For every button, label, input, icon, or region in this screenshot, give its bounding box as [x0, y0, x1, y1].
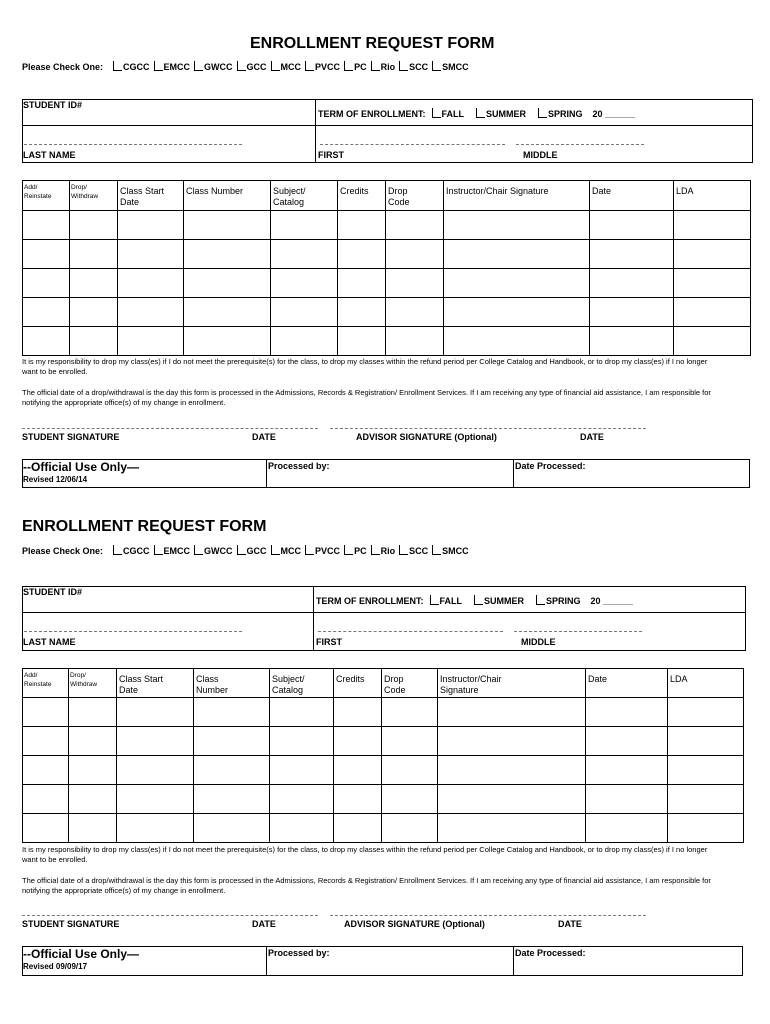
table-cell[interactable]: [674, 269, 751, 298]
table-cell[interactable]: [270, 785, 334, 814]
table-cell[interactable]: [23, 756, 69, 785]
advisor-signature-line: [330, 915, 646, 916]
form-title: ENROLLMENT REQUEST FORM: [250, 35, 495, 52]
student-signature-line: [22, 915, 318, 916]
table-cell[interactable]: [271, 327, 338, 356]
table-cell[interactable]: [271, 298, 338, 327]
term-checkbox-spring[interactable]: [538, 108, 547, 118]
table-cell[interactable]: [674, 211, 751, 240]
table-cell[interactable]: [69, 756, 117, 785]
table-cell[interactable]: [23, 814, 69, 843]
college-checkbox-emcc[interactable]: [154, 61, 163, 71]
column-header: LDA: [674, 181, 751, 211]
term-label-fall: FALL: [439, 596, 462, 606]
table-cell[interactable]: [270, 814, 334, 843]
first-name-label: FIRST: [318, 150, 344, 160]
college-checkbox-mcc[interactable]: [271, 61, 280, 71]
student-date-label: DATE: [252, 919, 276, 929]
college-checkbox-emcc[interactable]: [154, 545, 163, 555]
term-label: TERM OF ENROLLMENT:: [316, 596, 424, 606]
table-cell[interactable]: [444, 298, 590, 327]
table-cell[interactable]: [23, 727, 69, 756]
column-header: Add/ Reinstate: [23, 181, 70, 211]
table-cell[interactable]: [184, 327, 271, 356]
table-row: [23, 698, 744, 727]
college-checkbox-row: [22, 62, 469, 72]
table-cell[interactable]: [69, 785, 117, 814]
college-checkbox-gwcc[interactable]: [194, 545, 203, 555]
term-row: [316, 596, 633, 606]
college-checkbox-smcc[interactable]: [432, 545, 441, 555]
column-header: Subject/ Catalog: [271, 181, 338, 211]
table-cell[interactable]: [271, 240, 338, 269]
term-checkbox-summer[interactable]: [474, 595, 483, 605]
table-cell[interactable]: [444, 240, 590, 269]
term-label-spring: SPRING: [548, 109, 583, 119]
check-one-label: Please Check One:: [22, 62, 104, 72]
advisor-signature-label: ADVISOR SIGNATURE (Optional): [344, 919, 485, 929]
table-row: [23, 298, 751, 327]
table-cell[interactable]: [184, 269, 271, 298]
first-name-line: [318, 631, 503, 632]
table-cell[interactable]: [438, 727, 586, 756]
last-name-label: LAST NAME: [23, 150, 76, 160]
official-use-label: --Official Use Only—: [23, 947, 140, 961]
column-header: Drop/ Withdraw: [69, 669, 117, 698]
college-label-pvcc: PVCC: [315, 546, 341, 556]
table-cell[interactable]: [382, 698, 438, 727]
table-cell[interactable]: [586, 785, 668, 814]
table-cell[interactable]: [69, 727, 117, 756]
table-row: [23, 327, 751, 356]
table-header-row: [23, 181, 751, 211]
college-checkbox-row: [22, 546, 469, 556]
table-cell[interactable]: [586, 727, 668, 756]
middle-name-line: [514, 631, 642, 632]
year-field[interactable]: 20 ______: [592, 109, 636, 119]
responsibility-text: It is my responsibility to drop my class(es) if I do not meet the prerequisite(s) for the class, to drop my classes within the refund period per College Catalog and Handbook, or to drop my class(es) if I no longer want to be enrolled.: [22, 357, 708, 376]
table-cell[interactable]: [444, 327, 590, 356]
college-label-smcc: SMCC: [442, 546, 469, 556]
official-date-text: The official date of a drop/withdrawal is the day this form is processed in the Admissions, Records & Registration/ Enrollment Services. If I am receiving any type of financial aid assistance, I am responsible for notifying the appropriate office(s) of my change in enrollment.: [22, 876, 711, 895]
college-label-mcc: MCC: [280, 62, 302, 72]
table-cell[interactable]: [438, 785, 586, 814]
table-cell[interactable]: [118, 269, 184, 298]
college-label-gwcc: GWCC: [204, 62, 233, 72]
term-checkbox-summer[interactable]: [476, 108, 485, 118]
college-checkbox-rio[interactable]: [371, 61, 380, 71]
table-cell[interactable]: [194, 727, 270, 756]
college-label-gcc: GCC: [246, 62, 267, 72]
term-label-fall: FALL: [441, 109, 464, 119]
table-cell[interactable]: [23, 240, 70, 269]
student-id-field[interactable]: [92, 587, 292, 607]
student-id-label: STUDENT ID#: [23, 587, 83, 597]
college-label-rio: Rio: [380, 62, 396, 72]
college-label-scc: SCC: [409, 546, 429, 556]
table-cell[interactable]: [668, 727, 744, 756]
table-cell[interactable]: [334, 814, 382, 843]
table-cell[interactable]: [386, 298, 444, 327]
table-cell[interactable]: [118, 327, 184, 356]
table-cell[interactable]: [590, 211, 674, 240]
processed-by-label[interactable]: Processed by:: [268, 948, 330, 958]
table-cell[interactable]: [438, 756, 586, 785]
college-checkbox-pc[interactable]: [344, 545, 353, 555]
table-cell[interactable]: [23, 698, 69, 727]
college-label-pc: PC: [354, 546, 367, 556]
college-checkbox-pvcc[interactable]: [305, 545, 314, 555]
table-cell[interactable]: [386, 327, 444, 356]
column-header: Instructor/Chair Signature: [444, 181, 590, 211]
table-cell[interactable]: [590, 240, 674, 269]
column-header: Class Number: [184, 181, 271, 211]
advisor-date-label: DATE: [558, 919, 582, 929]
table-cell[interactable]: [270, 698, 334, 727]
column-header: LDA: [668, 669, 744, 698]
college-checkbox-cgcc[interactable]: [113, 61, 122, 71]
table-cell[interactable]: [23, 269, 70, 298]
middle-name-label: MIDDLE: [521, 637, 556, 647]
table-cell[interactable]: [70, 327, 118, 356]
college-label-gcc: GCC: [246, 546, 267, 556]
official-use-divider-1: [266, 946, 267, 976]
last-name-line: [24, 144, 242, 145]
college-checkbox-mcc[interactable]: [271, 545, 280, 555]
advisor-signature-label: ADVISOR SIGNATURE (Optional): [356, 432, 497, 442]
student-signature-line: [22, 428, 318, 429]
table-cell[interactable]: [444, 211, 590, 240]
college-checkbox-scc[interactable]: [399, 61, 408, 71]
table-cell[interactable]: [70, 211, 118, 240]
table-cell[interactable]: [270, 727, 334, 756]
column-header: Class Number: [194, 669, 270, 698]
table-row: [23, 211, 751, 240]
college-checkbox-cgcc[interactable]: [113, 545, 122, 555]
table-cell[interactable]: [386, 211, 444, 240]
college-checkbox-scc[interactable]: [399, 545, 408, 555]
column-header: Class Start Date: [117, 669, 194, 698]
college-checkbox-rio[interactable]: [371, 545, 380, 555]
table-cell[interactable]: [117, 785, 194, 814]
college-label-emcc: EMCC: [163, 62, 191, 72]
table-cell[interactable]: [69, 814, 117, 843]
college-label-emcc: EMCC: [163, 546, 191, 556]
form-title: ENROLLMENT REQUEST FORM: [22, 518, 267, 535]
table-cell[interactable]: [382, 756, 438, 785]
college-label-mcc: MCC: [280, 546, 302, 556]
college-label-cgcc: CGCC: [123, 546, 150, 556]
column-header: Date: [586, 669, 668, 698]
revised-date: Revised 12/06/14: [23, 475, 88, 484]
responsibility-text: It is my responsibility to drop my class(es) if I do not meet the prerequisite(s) for the class, to drop my classes within the refund period per College Catalog and Handbook, or to drop my class(es) if I no longer want to be enrolled.: [22, 845, 708, 864]
student-id-field[interactable]: [92, 100, 292, 120]
table-cell[interactable]: [194, 814, 270, 843]
table-cell[interactable]: [438, 698, 586, 727]
student-signature-label: STUDENT SIGNATURE: [22, 919, 120, 929]
table-cell[interactable]: [338, 269, 386, 298]
student-info-divider: [22, 612, 746, 613]
processed-by-label[interactable]: Processed by:: [268, 461, 330, 471]
first-name-label: FIRST: [316, 637, 342, 647]
college-checkbox-smcc[interactable]: [432, 61, 441, 71]
table-cell[interactable]: [117, 756, 194, 785]
table-cell[interactable]: [674, 298, 751, 327]
table-cell[interactable]: [117, 727, 194, 756]
middle-name-line: [516, 144, 644, 145]
college-label-smcc: SMCC: [442, 62, 469, 72]
college-label-scc: SCC: [409, 62, 429, 72]
table-cell[interactable]: [118, 240, 184, 269]
column-header: Class Start Date: [118, 181, 184, 211]
term-label: TERM OF ENROLLMENT:: [318, 109, 426, 119]
term-row: [318, 109, 635, 119]
column-header: Credits: [338, 181, 386, 211]
class-table: [22, 180, 751, 356]
college-checkbox-gcc[interactable]: [237, 545, 246, 555]
table-cell[interactable]: [118, 211, 184, 240]
table-row: [23, 269, 751, 298]
class-table: [22, 668, 744, 843]
column-header: Credits: [334, 669, 382, 698]
date-processed-label[interactable]: Date Processed:: [515, 948, 586, 958]
table-cell[interactable]: [194, 756, 270, 785]
table-cell[interactable]: [118, 298, 184, 327]
table-cell[interactable]: [382, 814, 438, 843]
last-name-line: [24, 631, 242, 632]
check-one-label: Please Check One:: [22, 546, 104, 556]
college-label-pc: PC: [354, 62, 367, 72]
revised-date: Revised 09/09/17: [23, 962, 88, 971]
table-cell[interactable]: [386, 240, 444, 269]
college-label-pvcc: PVCC: [315, 62, 341, 72]
year-field[interactable]: 20 ______: [590, 596, 634, 606]
column-header: Add/ Reinstate: [23, 669, 69, 698]
date-processed-label[interactable]: Date Processed:: [515, 461, 586, 471]
table-cell[interactable]: [70, 240, 118, 269]
college-checkbox-pc[interactable]: [344, 61, 353, 71]
table-cell[interactable]: [23, 785, 69, 814]
official-use-divider-1: [266, 459, 267, 488]
advisor-signature-line: [330, 428, 646, 429]
table-cell[interactable]: [194, 698, 270, 727]
student-info-vdivider: [315, 99, 316, 163]
column-header: Drop Code: [382, 669, 438, 698]
student-info-divider: [22, 125, 753, 126]
table-cell[interactable]: [590, 298, 674, 327]
college-label-cgcc: CGCC: [123, 62, 150, 72]
table-cell[interactable]: [444, 269, 590, 298]
college-checkbox-gcc[interactable]: [237, 61, 246, 71]
table-cell[interactable]: [438, 814, 586, 843]
table-cell[interactable]: [586, 698, 668, 727]
advisor-date-label: DATE: [580, 432, 604, 442]
term-label-summer: SUMMER: [484, 596, 524, 606]
table-cell[interactable]: [334, 785, 382, 814]
table-cell[interactable]: [69, 698, 117, 727]
table-cell[interactable]: [184, 298, 271, 327]
table-cell[interactable]: [271, 269, 338, 298]
student-info-vdivider: [313, 586, 314, 651]
table-cell[interactable]: [271, 211, 338, 240]
table-cell[interactable]: [194, 785, 270, 814]
middle-name-label: MIDDLE: [523, 150, 558, 160]
table-cell[interactable]: [270, 756, 334, 785]
college-checkbox-pvcc[interactable]: [305, 61, 314, 71]
student-id-label: STUDENT ID#: [23, 100, 83, 110]
column-header: Date: [590, 181, 674, 211]
table-cell[interactable]: [184, 240, 271, 269]
college-label-rio: Rio: [380, 546, 396, 556]
table-row: [23, 785, 744, 814]
table-header-row: [23, 669, 744, 698]
table-cell[interactable]: [338, 240, 386, 269]
table-cell[interactable]: [590, 269, 674, 298]
table-cell[interactable]: [184, 211, 271, 240]
table-cell[interactable]: [668, 698, 744, 727]
student-signature-label: STUDENT SIGNATURE: [22, 432, 120, 442]
term-checkbox-fall[interactable]: [430, 595, 439, 605]
official-use-label: --Official Use Only—: [23, 460, 140, 474]
table-row: [23, 814, 744, 843]
table-cell[interactable]: [386, 269, 444, 298]
first-name-line: [320, 144, 505, 145]
table-cell[interactable]: [23, 298, 70, 327]
table-cell[interactable]: [668, 756, 744, 785]
last-name-label: LAST NAME: [23, 637, 76, 647]
column-header: Subject/ Catalog: [270, 669, 334, 698]
table-row: [23, 240, 751, 269]
table-cell[interactable]: [334, 756, 382, 785]
table-cell[interactable]: [338, 327, 386, 356]
column-header: Instructor/Chair Signature: [438, 669, 586, 698]
table-cell[interactable]: [338, 298, 386, 327]
table-cell[interactable]: [668, 814, 744, 843]
term-label-spring: SPRING: [546, 596, 581, 606]
table-cell[interactable]: [338, 211, 386, 240]
table-cell[interactable]: [586, 814, 668, 843]
column-header: Drop/ Withdraw: [70, 181, 118, 211]
college-label-gwcc: GWCC: [204, 546, 233, 556]
table-row: [23, 727, 744, 756]
column-header: Drop Code: [386, 181, 444, 211]
student-date-label: DATE: [252, 432, 276, 442]
table-cell[interactable]: [668, 785, 744, 814]
table-cell[interactable]: [334, 727, 382, 756]
term-checkbox-fall[interactable]: [432, 108, 441, 118]
table-cell[interactable]: [70, 298, 118, 327]
table-cell[interactable]: [590, 327, 674, 356]
table-cell[interactable]: [674, 327, 751, 356]
table-row: [23, 756, 744, 785]
term-checkbox-spring[interactable]: [536, 595, 545, 605]
official-date-text: The official date of a drop/withdrawal is the day this form is processed in the Admissions, Records & Registration/ Enrollment Services. If I am receiving any type of financial aid assistance, I am responsible for notifying the appropriate office(s) of my change in enrollment.: [22, 388, 711, 407]
table-cell[interactable]: [382, 785, 438, 814]
table-cell[interactable]: [382, 727, 438, 756]
table-cell[interactable]: [117, 814, 194, 843]
table-cell[interactable]: [586, 756, 668, 785]
official-use-divider-2: [513, 946, 514, 976]
table-cell[interactable]: [117, 698, 194, 727]
table-cell[interactable]: [23, 211, 70, 240]
official-use-divider-2: [513, 459, 514, 488]
college-checkbox-gwcc[interactable]: [194, 61, 203, 71]
table-cell[interactable]: [23, 327, 70, 356]
term-label-summer: SUMMER: [486, 109, 526, 119]
table-cell[interactable]: [674, 240, 751, 269]
table-cell[interactable]: [334, 698, 382, 727]
table-cell[interactable]: [70, 269, 118, 298]
